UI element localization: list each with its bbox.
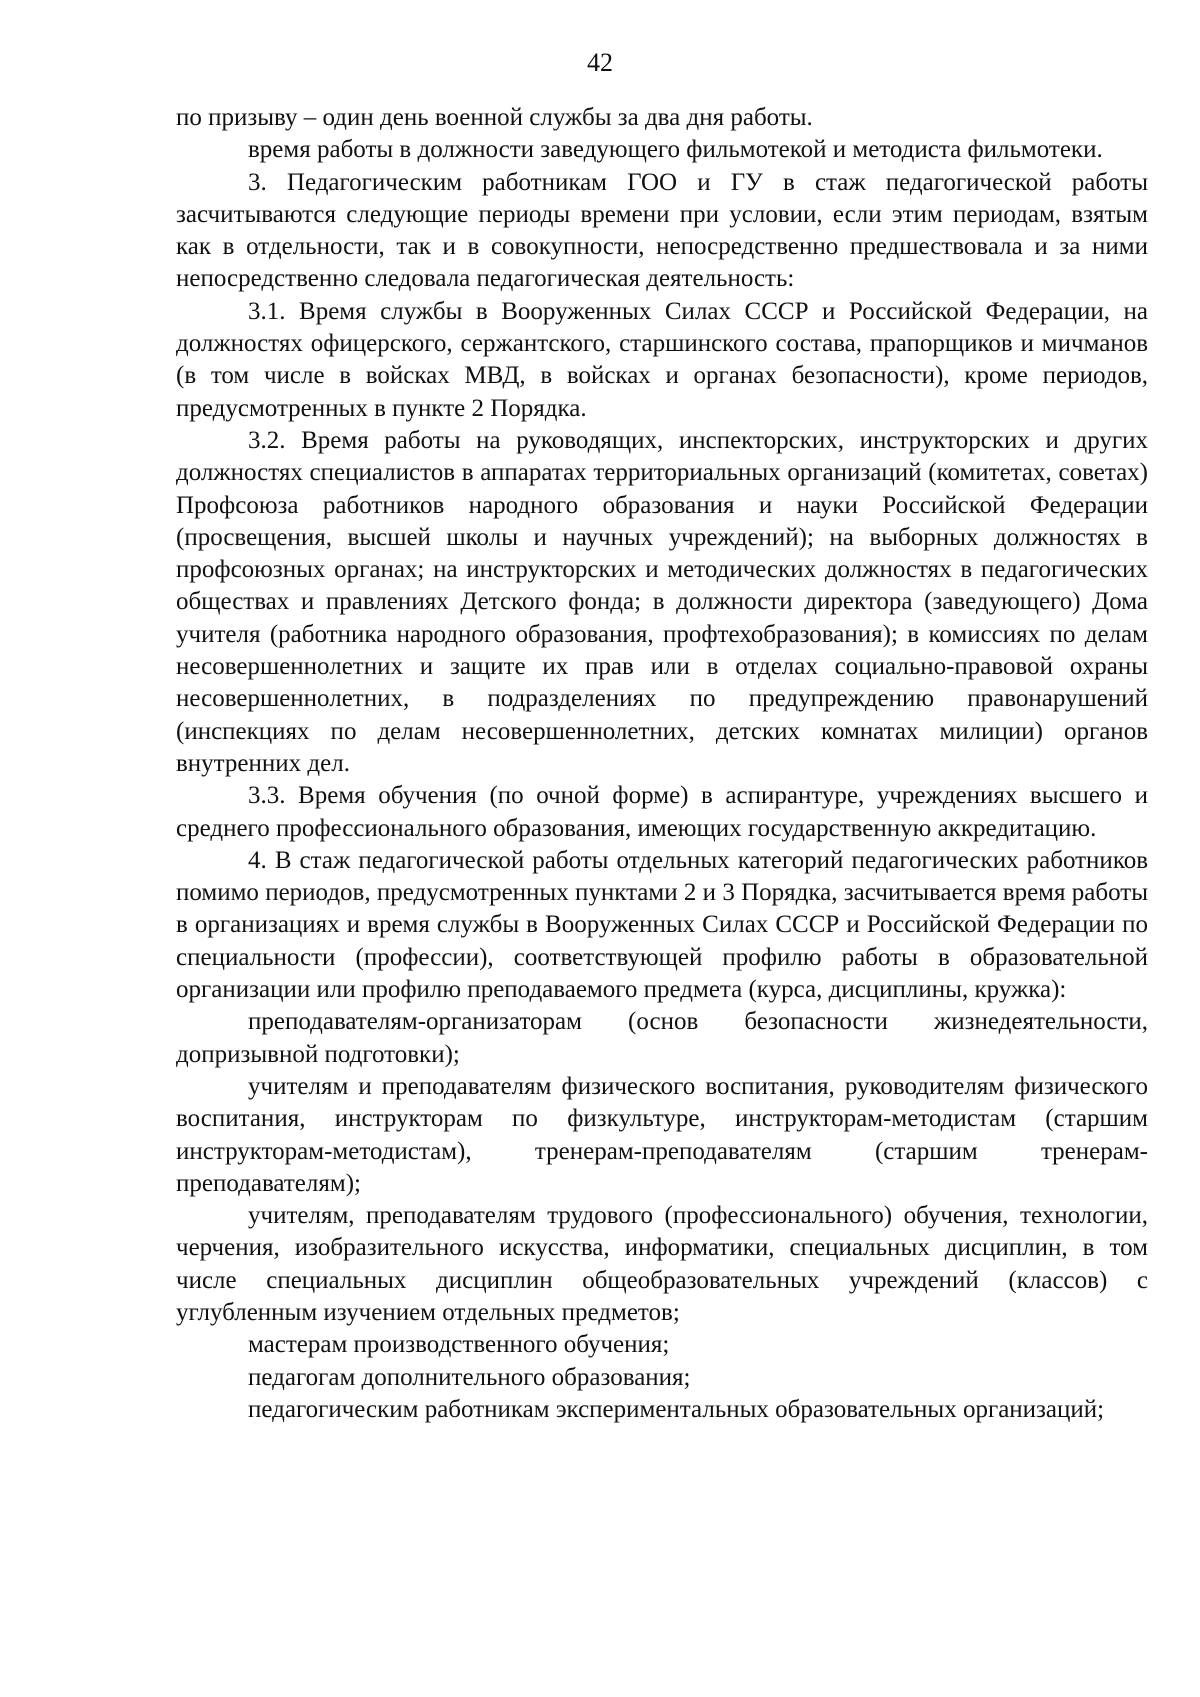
list-item-production-masters: мастерам производственного обучения;: [248, 1331, 670, 1359]
paragraph-section-4: 4. В стаж педагогической работы отдельных категорий педагогических работников помимо периодов, предусмотренных пунктами 2 и 3 Порядка, засчитывается время работы в организациях и время службы в Вооруженных Силах СССР и Российской Федерации по специальности (профессии), соответствующей профилю работы в образовательной организации или профилю преподаваемого предмета (курса, дисциплины, кружка):: [176, 846, 1148, 1004]
list-item-experimental-organizations: педагогическим работникам экспериментальных образовательных организаций;: [248, 1395, 1105, 1423]
paragraph-section-3-3: 3.3. Время обучения (по очной форме) в аспирантуре, учреждениях высшего и среднего профессионального образования, имеющих государственную аккредитацию.: [176, 782, 1148, 842]
paragraph-section-3: 3. Педагогическим работникам ГОО и ГУ в стаж педагогической работы засчитываются следующие периоды времени при условии, если этим периодам, взятым как в отдельности, так и в совокупности, непосредственно предшествовала и за ними непосредственно следовала педагогическая деятельность:: [176, 168, 1148, 293]
list-item-organizers: преподавателям-организаторам (основ безопасности жизнедеятельности, допризывной подготовки);: [176, 1008, 1148, 1068]
page-number: 42: [587, 48, 613, 77]
list-item-additional-education: педагогам дополнительного образования;: [248, 1363, 691, 1391]
list-item-labor-training: учителям, преподавателям трудового (профессионального) обучения, технологии, черчения, изобразительного искусства, информатики, специальных дисциплин, в том числе специальных дисциплин общеобразовательных учреждений (классов) с углубленным изучением отдельных предметов;: [176, 1202, 1148, 1326]
list-item-physical-education: учителям и преподавателям физического воспитания, руководителям физического воспитания, инструкторам по физкультуре, инструкторам-методистам (старшим инструкторам-методистам), тренерам-преподавателям (старшим тренерам-преподавателям);: [176, 1072, 1148, 1197]
paragraph-section-3-1: 3.1. Время службы в Вооруженных Силах СССР и Российской Федерации, на должностях офицерского, сержантского, старшинского состава, прапорщиков и мичманов (в том числе в войсках МВД, в войсках и органах безопасности), кроме периодов, предусмотренных в пункте 2 Порядка.: [176, 297, 1148, 422]
paragraph-section-3-2: 3.2. Время работы на руководящих, инспекторских, инструкторских и других должностях специалистов в аппаратах территориальных организаций (комитетах, советах) Профсоюза работников народного образования и науки Российской Федерации (просвещения, высшей школы и научных учреждений); на выборных должностях в профсоюзных органах; на инструкторских и методических должностях в педагогических обществах и правлениях Детского фонда; в должности директора (заведующего) Дома учителя (работника народного образования, профтехобразования); в комиссиях по делам несовершеннолетних и защите их прав или в отделах социально-правовой охраны несовершеннолетних, в подразделениях по предупреждению правонарушений (инспекциях по делам несовершеннолетних, детских комнатах милиции) органов внутренних дел.: [176, 426, 1148, 777]
paragraph-continuation-conscription: по призыву – один день военной службы за два дня работы.: [176, 104, 813, 131]
document-body: [176, 102, 1148, 1426]
paragraph-filmotheque: время работы в должности заведующего фильмотекой и методиста фильмотеки.: [248, 136, 1103, 164]
